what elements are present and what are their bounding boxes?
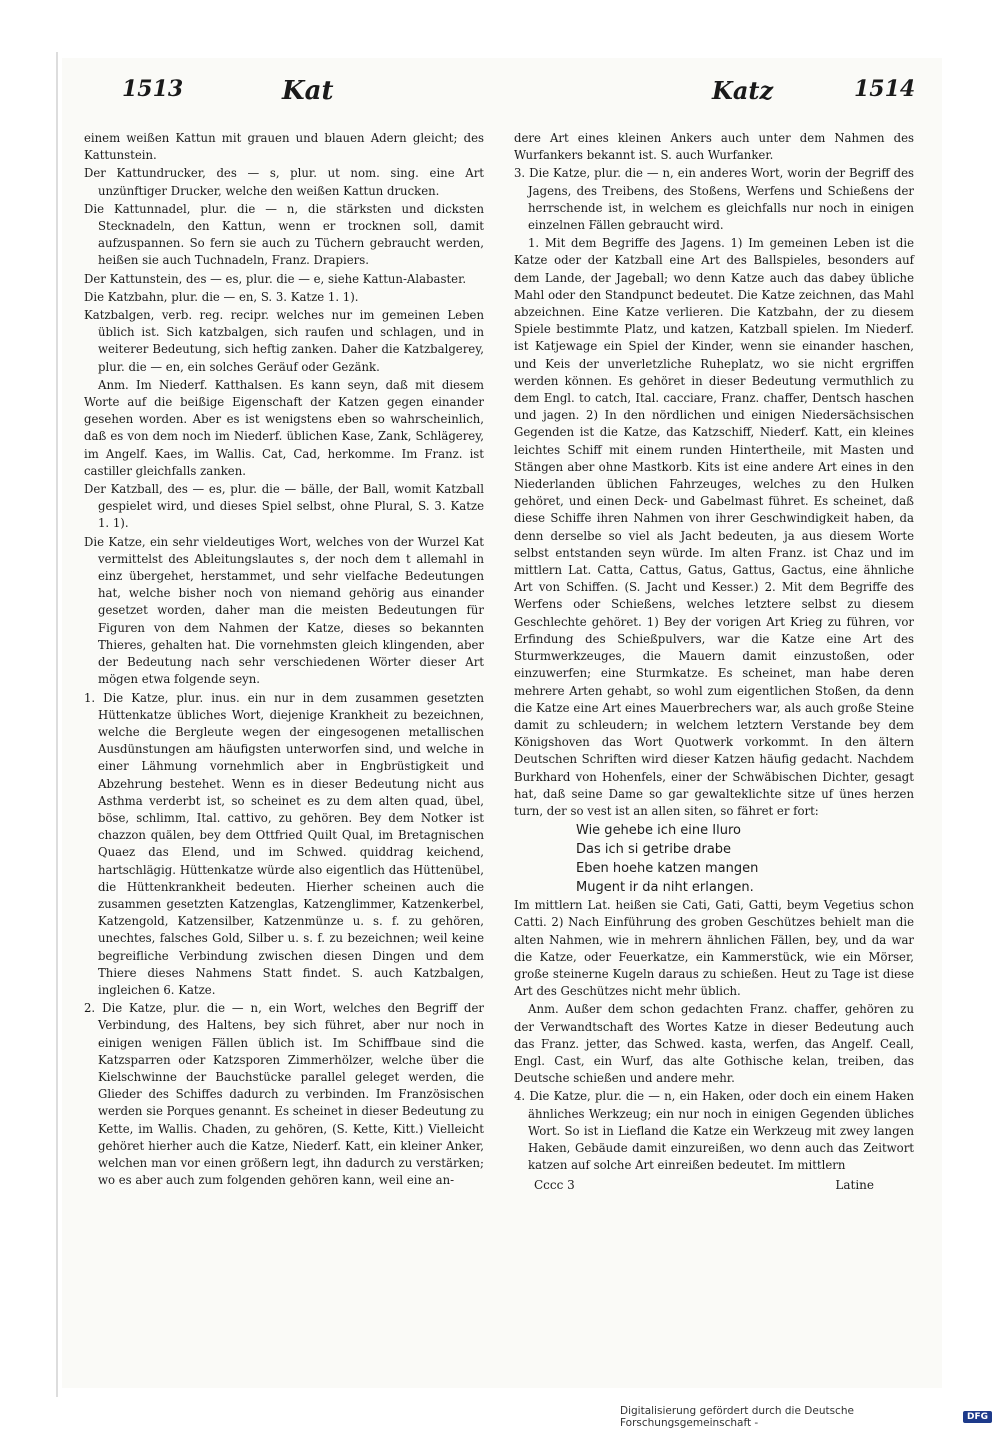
poem-line: Wie gehebe ich eine Iluro [576, 823, 741, 839]
poem-line: Das ich si getribe drabe [576, 842, 732, 858]
entry-katze-3: 3. Die Katze, plur. die — n, ein anderes Wort, worin der Begriff des Jagens, des Treibens, des Stoßens, Werfens und Schießens der herrschende ist, in welchem es gleichfalls nur noch in einigen einzelnen Fällen gebraucht wird. [514, 166, 914, 233]
entry-katze-2: 2. Die Katze, plur. die — n, ein Wort, welches den Begriff der Verbindung, des Haltens, bey sich führet, aber nur noch in einigen wenigen Fällen üblich ist. Im Schiffbaue sind die Katzsparren oder Katzsporen Zimmerhölzer, welche über die Kielschwinne der Bauchstücke parallel geleget werden, die Glieder des Schiffes dadurch zu verbinden. Im Französischen werden sie Porques genannt. Es scheinet in dieser Bedeutung zu Kette, im Wallis. Chaden, zu gehören, (S. Kette, Kitt.) Vielleicht gehöret hierher auch die Katze, Niederf. Katt, ein kleiner Anker, welchen man vor einen größern legt, ihn dadurch zu verstärken; wo es aber auch zum folgenden gehören kann, weil eine an- [84, 1001, 484, 1188]
entry-text: dere Art eines kleinen Ankers auch unter dem Nahmen des Wurfankers bekannt ist. S. auch Wurfanker. [514, 131, 914, 163]
page-number-left: 1513 [122, 76, 184, 102]
entry-katzbahn: Die Katzbahn, plur. die — en, S. 3. Katze 1. 1). [84, 289, 359, 304]
entry-katze-1: 1. Die Katze, plur. inus. ein nur in dem zusammen gesetzten Hüttenkatze übliches Wort, diejenige Krankheit zu bezeichnen, welche die Bergleute wegen der eingesogenen metallischen Ausdünstungen am häufigsten unterworfen sind, und welche in einer Lähmung vornehmlich aber in Engbrüstigkeit und Abzehrung bestehet. Wenn es in dieser Bedeutung nicht aus Asthma verderbt ist, so scheinet es zu dem alten quad, übel, böse, schlimm, Ital. cattivo, zu gehören. Bey dem Notker ist chazzon quälen, bey dem Ottfried Quilt Qual, im Bretagnischen Quaez das Elend, und im Schwed. quiddrag keichend, hartschlägig. Hüttenkatze würde also eigentlich das Hüttenübel, die Hüttenkrankheit bedeuten. Hierher scheinen auch die zusammen gesetzten Katzenglas, Katzenglimmer, Katzenkerbel, Katzengold, Katzensilber, Katzenmünze u. s. f. zu gehören, unechtes, falsches Gold, Silber u. s. f. zu bezeichnen; weil keine begreifliche Verbindung zwischen diesen Dingen und dem Thiere dieses Nahmens Statt findet. S. auch Katzbalgen, ingleichen 6. Katze. [84, 690, 484, 997]
entry-note: Anm. Außer dem schon gedachten Franz. chaffer, gehören zu der Verwandtschaft des Wortes Katze in dieser Bedeutung auch das Franz. jetter, das Schwed. kasta, werfen, das Angelf. Ceall, Engl. Cast, ein Wurf, das alte Gothische kelan, treiben, das Deutsche schießen und andere mehr. [514, 1002, 914, 1086]
entry-kattundrucker: Der Kattundrucker, des — s, plur. ut nom. sing. eine Art unzünftiger Drucker, welche den weißen Kattun drucken. [84, 166, 484, 198]
entry-katzbalgen: Katzbalgen, verb. reg. recipr. welches nur im gemeinen Leben üblich ist. Sich katzbalgen, sich raufen und schlagen, und in weiterer Bedeutung, sich heftig zanken. Daher die Katzbalgerey, plur. die — en, ein solches Geräuf oder Gezänk. [84, 308, 484, 374]
dfg-logo-icon: DFG [963, 1411, 992, 1423]
left-column [84, 130, 484, 1190]
entry-katze-4: 4. Die Katze, plur. die — n, ein Haken, oder doch ein einem Haken ähnliches Werkzeug; ein nur noch in einigen Gegenden übliches Wort. So ist in Liefland die Katze ein Werkzeug mit zwey langen Haken, Gebäude damit einzureißen, wo denn auch das Zeitwort katzen auf solche Art einreißen bedeutet. Im mittlern [514, 1089, 914, 1173]
entry-text: 1. Mit dem Begriffe des Jagens. 1) Im gemeinen Leben ist die Katze oder der Katzball eine Art des Ballspieles, besonders auf dem Lande, der Jageball; wo denn Katze auch das dabey übliche Mahl oder den Standpunct bedeutet. Die Katze zeichnen, das Mahl abzeichnen. Eine Katze verlieren. Die Katzbahn, der zu diesem Spiele bestimmte Platz, und katzen, Katzball spielen. Im Niederf. ist Katjewage ein Spiel der Kinder, wenn sie einander haschen, und Keis der unverletzliche Ruheplatz, wo sie nicht ergriffen werden können. Es gehöret in dieser Bedeutung vermuthlich zu dem Engl. to catch, Ital. cacciare, Franz. chaffer, Dentsch haschen und jagen. 2) In den nördlichen und einigen Niedersächsischen Gegenden ist die Katze, das Katzschiff, Niederf. Katt, ein kleines leichtes Schiff mit einem runden Hintertheile, mit Masten und Stängen aber ohne Mastkorb. Kits ist eine andere Art eines in den Niederlanden üblichen Fahrzeuges, welches zu den Hulken gehöret, und einen Deck- und Gabelmast führet. Es scheinet, daß diese Schiffe ihren Nahmen von ihrer Geschwindigkeit haben, da denn derselbe so viel als Jacht bedeuten, ja aus diesem Worte selbst entstanden seyn würde. Im alten Franz. ist Chaz und im mittlern Lat. Catta, Cattus, Gatus, Gattus, Gactus, eine ähnliche Art von Schiffen. (S. Jacht und Kesser.) 2. Mit dem Begriffe des Werfens oder Schießens, welches letztere selbst zu diesem Geschlechte gehöret. 1) Bey der vorigen Art Krieg zu führen, vor Erfindung des Schießpulvers, war die Katze eine Art des Sturmwerkzeuges, die Mauern damit einzustoßen, oder einzuwerfen; eine Sturmkatze. Es scheinet, man habe deren mehrere Arten gehabt, so wohl zum eigentlichen Stoßen, da denn die Katze eine Art eines Mauerbrechers war, als auch große Steine damit zu schleudern; in welchem letztern Verstande bey dem Königshoven das Wort Quotwerk vorkommt. In den ältern Deutschen Schriften wird dieser Katzen häufig gedacht. Nachdem Burkhard von Hohenfels, einer der Schwäbischen Dichter, gesagt hat, daß seine Dame so gar gewalteklichte sitze uf ünes herzen turn, der so vest ist an allen siten, so fähret er fort: [514, 236, 914, 818]
entry-kattunstein: Der Kattunstein, des — es, plur. die — e, siehe Kattun-Alabaster. [84, 271, 467, 286]
dictionary-page [62, 58, 942, 1388]
right-column [514, 130, 914, 1195]
poem-quote [514, 821, 914, 897]
entry-note: Anm. Im Niederf. Katthalsen. Es kann seyn, daß mit diesem Worte auf die beißige Eigenschaft der Katzen gegen einander gesehen worden. Aber es ist wenigstens eben so wahrscheinlich, daß es von dem noch im Niederf. üblichen Kase, Zank, Schlägerey, im Angelf. Kaes, im Wallis. Cat, Cad, herkomme. Im Franz. ist castiller gleichfalls zanken. [84, 377, 484, 478]
entry-kattunnadel: Die Kattunnadel, plur. die — n, die stärksten und dicksten Stecknadeln, den Kattun, wenn er trocknen soll, damit aufzuspannen. So fern sie auch zu Tüchern gebraucht werden, heißen sie auch Tuchnadeln, Franz. Drapiers. [84, 201, 484, 268]
signature-row [514, 1175, 914, 1194]
entry-katzball: Der Katzball, des — es, plur. die — bälle, der Ball, womit Katzball gespielet wird, und dieses Spiel selbst, ohne Plural, S. 3. Katze 1. 1). [84, 482, 484, 531]
catchword: Latine [835, 1178, 874, 1193]
running-head-left: Kat [282, 76, 334, 106]
footer-credit [620, 1405, 992, 1429]
footer-text: Digitalisierung gefördert durch die Deutsche Forschungsgemeinschaft - [620, 1405, 854, 1429]
poem-line: Eben hoehe katzen mangen [576, 861, 759, 877]
entry-text: Im mittlern Lat. heißen sie Cati, Gati, Gatti, beym Vegetius schon Catti. 2) Nach Einführung des groben Geschützes behielt man die alten Nahmen, wie in mehrern ähnlichen Fällen, bey, und da war die Katze, oder Feuerkatze, ein Kammerstück, wie ein Mörser, große steinerne Kugeln daraus zu schießen. Heut zu Tage ist diese Art des Geschützes nicht mehr üblich. [514, 898, 914, 999]
poem-line: Mugent ir da niht erlangen. [576, 880, 754, 896]
entry-text: einem weißen Kattun mit grauen und blauen Adern gleicht; des Kattunstein. [84, 131, 484, 163]
page-number-right: 1514 [854, 76, 916, 102]
scan-edge [56, 52, 58, 1397]
entry-katze: Die Katze, ein sehr vieldeutiges Wort, welches von der Wurzel Kat vermittelst des Ableitungslautes s, der noch dem t allemahl in einz übergehet, herstammet, und sehr vielfache Bedeutungen hat, welche bisher noch von niemand gehörig aus einander gesetzet worden, daher man die meisten Bedeutungen für Figuren von dem Nahmen der Katze, dieses so bekannten Thieres, gehalten hat. Die vornehmsten gleich klingenden, aber der Bedeutung nach sehr verschiedenen Wörter dieser Art mögen etwa folgende seyn. [84, 534, 484, 687]
running-head-right: Katz [712, 76, 774, 105]
signature-mark: Cccc 3 [534, 1178, 575, 1193]
